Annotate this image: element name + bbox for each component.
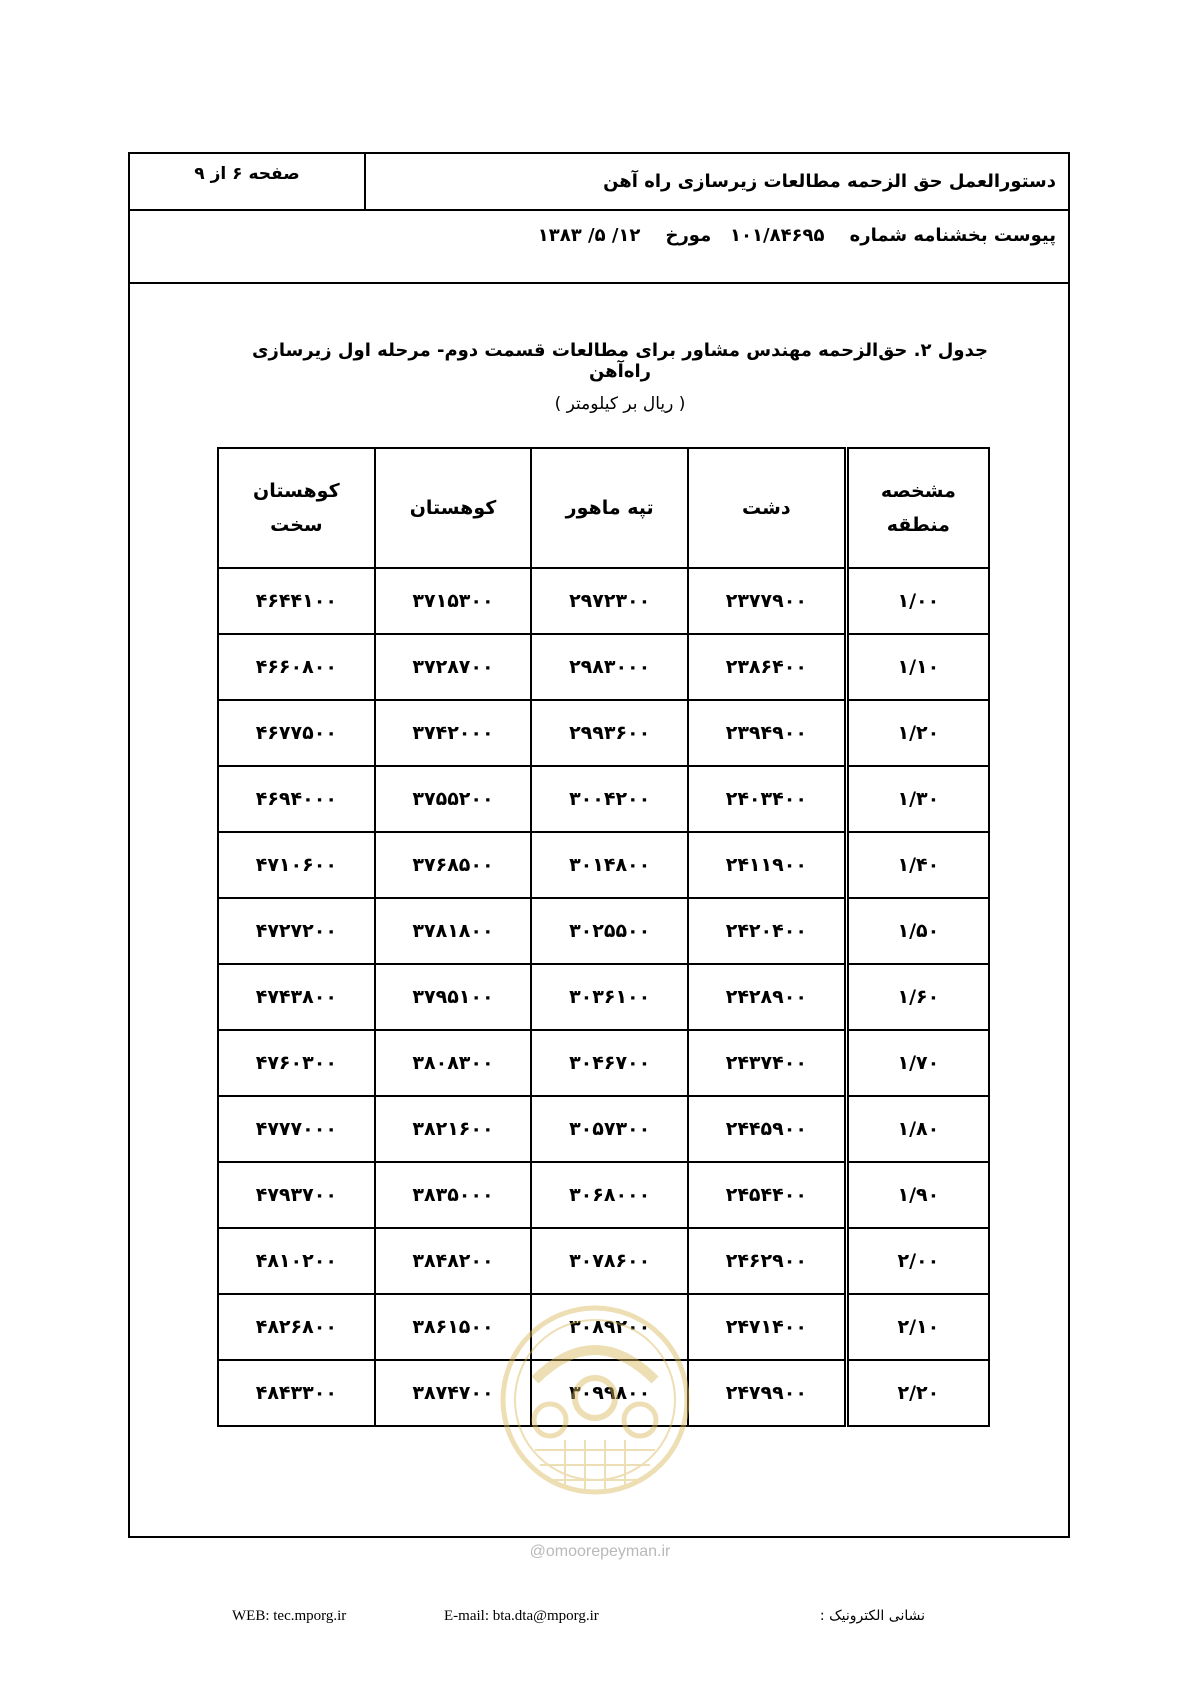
document-title: دستورالعمل حق الزحمه مطالعات زیرسازی راه آهن <box>603 171 1056 192</box>
page-number: صفحه ۶ از ۹ <box>130 154 366 209</box>
cell-plain: ۲۴۷۹۹۰۰ <box>688 1360 846 1426</box>
cell-hard-mountain: ۴۶۴۴۱۰۰ <box>218 568 375 634</box>
cell-region-factor: ۲/۰۰ <box>846 1228 989 1294</box>
cell-mountain: ۳۸۷۴۷۰۰ <box>375 1360 532 1426</box>
cell-plain: ۲۴۲۰۴۰۰ <box>688 898 846 964</box>
header-region-factor: مشخصه منطقه <box>846 448 989 568</box>
cell-hard-mountain: ۴۶۹۴۰۰۰ <box>218 766 375 832</box>
cell-plain: ۲۴۴۵۹۰۰ <box>688 1096 846 1162</box>
attachment-row <box>130 211 1068 284</box>
cell-plain: ۲۴۳۷۴۰۰ <box>688 1030 846 1096</box>
cell-hilly: ۳۰۶۸۰۰۰ <box>531 1162 688 1228</box>
cell-hilly: ۳۰۸۹۲۰۰ <box>531 1294 688 1360</box>
cell-mountain: ۳۷۴۲۰۰۰ <box>375 700 532 766</box>
cell-hard-mountain: ۴۷۲۷۲۰۰ <box>218 898 375 964</box>
cell-hard-mountain: ۴۸۴۳۳۰۰ <box>218 1360 375 1426</box>
table-row <box>218 898 989 964</box>
cell-mountain: ۳۸۶۱۵۰۰ <box>375 1294 532 1360</box>
cell-mountain: ۳۷۵۵۲۰۰ <box>375 766 532 832</box>
watermark-url: @omoorepeyman.ir <box>529 1543 671 1560</box>
cell-region-factor: ۱/۷۰ <box>846 1030 989 1096</box>
cell-hilly: ۳۰۵۷۳۰۰ <box>531 1096 688 1162</box>
cell-hard-mountain: ۴۸۱۰۲۰۰ <box>218 1228 375 1294</box>
cell-hilly: ۲۹۹۳۶۰۰ <box>531 700 688 766</box>
header-hard-mountain: کوهستان سخت <box>218 448 375 568</box>
cell-mountain: ۳۷۱۵۳۰۰ <box>375 568 532 634</box>
cell-plain: ۲۴۵۴۴۰۰ <box>688 1162 846 1228</box>
cell-region-factor: ۱/۳۰ <box>846 766 989 832</box>
cell-hard-mountain: ۴۶۷۷۵۰۰ <box>218 700 375 766</box>
table-header-row <box>218 448 989 568</box>
cell-plain: ۲۴۲۸۹۰۰ <box>688 964 846 1030</box>
header-row <box>130 154 1068 211</box>
cell-plain: ۲۴۷۱۴۰۰ <box>688 1294 846 1360</box>
cell-mountain: ۳۸۲۱۶۰۰ <box>375 1096 532 1162</box>
footer-web: WEB: tec.mporg.ir <box>232 1608 347 1624</box>
cell-hilly: ۳۰۲۵۵۰۰ <box>531 898 688 964</box>
cell-plain: ۲۴۰۳۴۰۰ <box>688 766 846 832</box>
cell-hard-mountain: ۴۷۶۰۳۰۰ <box>218 1030 375 1096</box>
cell-hilly: ۳۰۰۴۲۰۰ <box>531 766 688 832</box>
cell-region-factor: ۱/۵۰ <box>846 898 989 964</box>
table-title: جدول ۲. حق‌الزحمه مهندس مشاور برای مطالعات قسمت دوم- مرحله اول زیرسازی راه‌آهن <box>252 340 988 382</box>
cell-plain: ۲۳۸۶۴۰۰ <box>688 634 846 700</box>
footer-email: E-mail: bta.dta@mporg.ir <box>444 1608 599 1624</box>
table-row <box>218 964 989 1030</box>
cell-mountain: ۳۸۰۸۳۰۰ <box>375 1030 532 1096</box>
cell-plain: ۲۳۷۷۹۰۰ <box>688 568 846 634</box>
cell-region-factor: ۱/۲۰ <box>846 700 989 766</box>
cell-region-factor: ۱/۰۰ <box>846 568 989 634</box>
fee-table <box>217 447 990 1427</box>
table-row <box>218 568 989 634</box>
cell-hard-mountain: ۴۷۷۷۰۰۰ <box>218 1096 375 1162</box>
cell-region-factor: ۱/۴۰ <box>846 832 989 898</box>
cell-hard-mountain: ۴۷۹۳۷۰۰ <box>218 1162 375 1228</box>
cell-mountain: ۳۷۲۸۷۰۰ <box>375 634 532 700</box>
cell-hilly: ۳۰۹۹۸۰۰ <box>531 1360 688 1426</box>
cell-hard-mountain: ۴۷۴۳۸۰۰ <box>218 964 375 1030</box>
cell-region-factor: ۱/۱۰ <box>846 634 989 700</box>
cell-region-factor: ۱/۹۰ <box>846 1162 989 1228</box>
cell-region-factor: ۲/۲۰ <box>846 1360 989 1426</box>
table-row <box>218 766 989 832</box>
cell-mountain: ۳۸۳۵۰۰۰ <box>375 1162 532 1228</box>
cell-hilly: ۳۰۴۶۷۰۰ <box>531 1030 688 1096</box>
header-mountain: کوهستان <box>375 448 532 568</box>
cell-hilly: ۲۹۷۲۳۰۰ <box>531 568 688 634</box>
table-row <box>218 1030 989 1096</box>
footer-label: نشانی الکترونیک : <box>819 1608 925 1624</box>
table-row <box>218 634 989 700</box>
cell-mountain: ۳۷۶۸۵۰۰ <box>375 832 532 898</box>
table-row <box>218 700 989 766</box>
cell-hilly: ۳۰۷۸۶۰۰ <box>531 1228 688 1294</box>
cell-hilly: ۳۰۱۴۸۰۰ <box>531 832 688 898</box>
cell-plain: ۲۴۶۲۹۰۰ <box>688 1228 846 1294</box>
cell-region-factor: ۲/۱۰ <box>846 1294 989 1360</box>
cell-hard-mountain: ۴۷۱۰۶۰۰ <box>218 832 375 898</box>
table-row <box>218 1228 989 1294</box>
cell-mountain: ۳۷۸۱۸۰۰ <box>375 898 532 964</box>
cell-hard-mountain: ۴۸۲۶۸۰۰ <box>218 1294 375 1360</box>
header-plain: دشت <box>688 448 846 568</box>
header-hilly: تپه ماهور <box>531 448 688 568</box>
cell-mountain: ۳۷۹۵۱۰۰ <box>375 964 532 1030</box>
cell-hilly: ۳۰۳۶۱۰۰ <box>531 964 688 1030</box>
cell-hilly: ۲۹۸۳۰۰۰ <box>531 634 688 700</box>
cell-region-factor: ۱/۶۰ <box>846 964 989 1030</box>
table-row <box>218 1162 989 1228</box>
table-unit: ( ریال بر کیلومتر ) <box>554 394 686 414</box>
cell-plain: ۲۳۹۴۹۰۰ <box>688 700 846 766</box>
cell-mountain: ۳۸۴۸۲۰۰ <box>375 1228 532 1294</box>
cell-hard-mountain: ۴۶۶۰۸۰۰ <box>218 634 375 700</box>
table-row <box>218 832 989 898</box>
table-row <box>218 1096 989 1162</box>
cell-region-factor: ۱/۸۰ <box>846 1096 989 1162</box>
cell-plain: ۲۴۱۱۹۰۰ <box>688 832 846 898</box>
attachment-reference: پیوست بخشنامه شماره ۱۰۱/۸۴۶۹۵ مورخ ۱۲/ ۵/ ۱۳۸۳ <box>537 225 1056 246</box>
watermark-seal <box>495 1300 695 1500</box>
